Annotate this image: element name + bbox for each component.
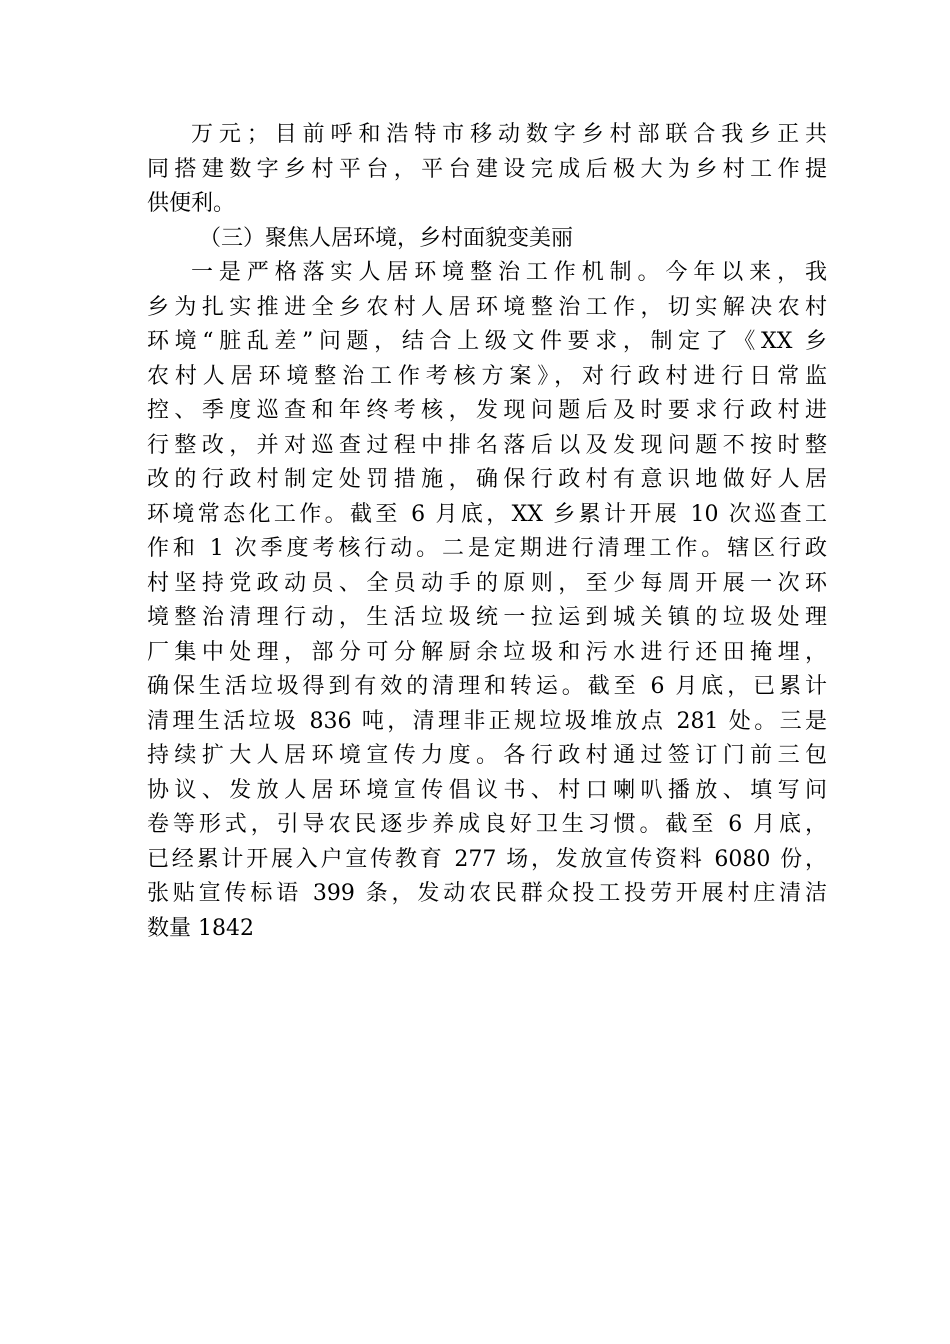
text-line: 作和 1 次季度考核行动。二是定期进行清理工作。辖区行政 — [147, 536, 827, 561]
text-line: 持续扩大人居环境宣传力度。各行政村通过签订门前三包 — [147, 743, 827, 768]
text-line: 卷等形式，引导农民逐步养成良好卫生习惯。截至 6 月底， — [147, 812, 827, 837]
text-line: 万元；目前呼和浩特市移动数字乡村部联合我乡正共 — [191, 122, 827, 147]
text-line: 村坚持党政动员、全员动手的原则，至少每周开展一次环 — [147, 570, 827, 596]
text-line: 环境常态化工作。截至 6 月底，XX 乡累计开展 10 次巡查工 — [147, 501, 827, 527]
text-line: 已经累计开展入户宣传教育 277 场，发放宣传资料 6080 份， — [147, 846, 827, 872]
text-line: 确保生活垃圾得到有效的清理和转运。截至 6 月底，已累计 — [147, 674, 827, 699]
section-heading: （三）聚焦人居环境，乡村面貌变美丽 — [199, 225, 574, 251]
text-line: 数量 1842 — [147, 915, 254, 941]
text-line: 境整治清理行动，生活垃圾统一拉运到城关镇的垃圾处理 — [147, 605, 827, 630]
text-line: 一是严格落实人居环境整治工作机制。今年以来，我 — [191, 260, 827, 285]
text-line: 乡为扎实推进全乡农村人居环境整治工作，切实解决农村 — [147, 294, 827, 320]
text-line: 改的行政村制定处罚措施，确保行政村有意识地做好人居 — [147, 467, 827, 492]
text-line: 协议、发放人居环境宣传倡议书、村口喇叭播放、填写问 — [147, 777, 827, 803]
text-line: 环境“脏乱差”问题，结合上级文件要求，制定了《XX 乡 — [147, 329, 827, 354]
text-line: 供便利。 — [147, 191, 236, 216]
text-line: 行整改，并对巡查过程中排名落后以及发现问题不按时整 — [147, 432, 827, 458]
text-line: 同搭建数字乡村平台，平台建设完成后极大为乡村工作提 — [147, 156, 827, 182]
text-line: 农村人居环境整治工作考核方案》，对行政村进行日常监 — [147, 363, 827, 389]
document-body — [147, 118, 827, 946]
text-line: 清理生活垃圾 836 吨，清理非正规垃圾堆放点 281 处。三是 — [147, 708, 827, 734]
text-line: 张贴宣传标语 399 条，发动农民群众投工投劳开展村庄清洁 — [147, 881, 827, 906]
text-line: 厂集中处理，部分可分解厨余垃圾和污水进行还田掩埋， — [147, 639, 827, 665]
text-line: 控、季度巡查和年终考核，发现问题后及时要求行政村进 — [147, 398, 827, 423]
